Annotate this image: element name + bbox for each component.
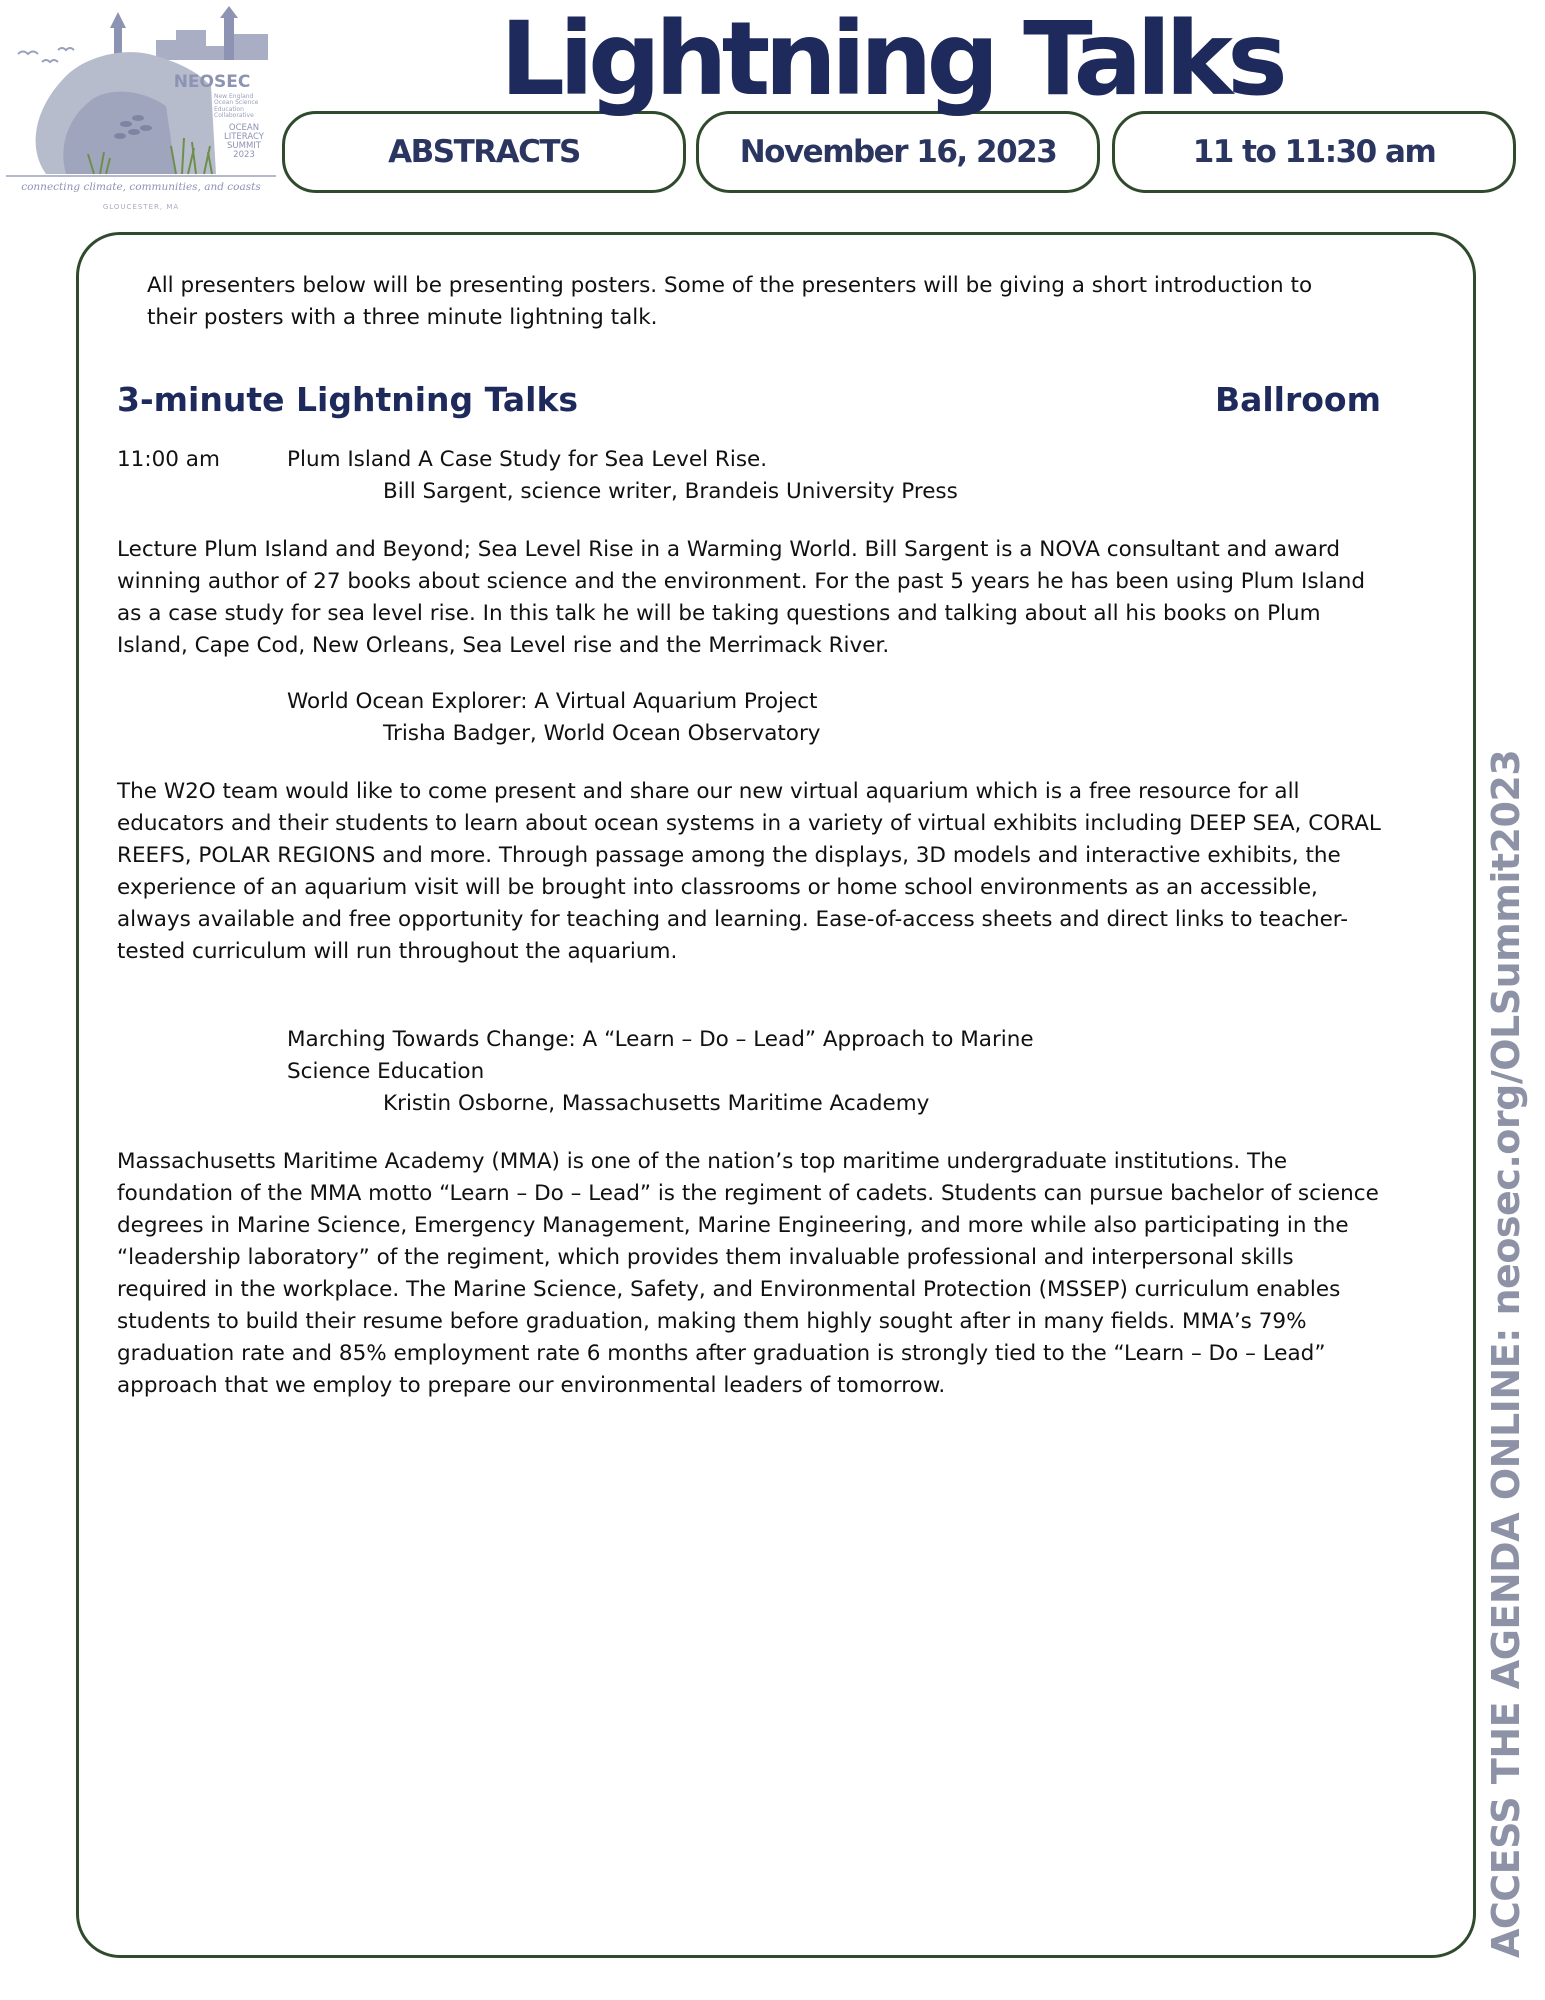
talk-abstract: Lecture Plum Island and Beyond; Sea Level Rise in a Warming World. Bill Sargent is a NOVA consultant and award winning author of 27 books about science and the environment. For the past 5 years he has been using Plum Island as a case study for sea level rise. In this talk he will be taking questions and talking about all his books on Plum Island, Cape Cod, New Orleans, Sea Level rise and the Merrimack River. xyxy=(117,537,1366,658)
logo-name: NEOSEC xyxy=(173,72,251,92)
talk-header xyxy=(117,1024,1387,1120)
content-body xyxy=(117,270,1387,1402)
logo-summit: OCEAN LITERACY SUMMIT 2023 xyxy=(223,123,264,160)
section-header xyxy=(117,380,1381,420)
talk-header xyxy=(117,444,1387,508)
logo-location: GLOUCESTER, MA xyxy=(102,203,180,211)
talk-presenter: Trisha Badger, World Ocean Observatory xyxy=(383,721,821,746)
page-title: Lightning Talks xyxy=(500,0,1282,119)
neosec-logo xyxy=(6,6,276,212)
talk-time: 11:00 am xyxy=(117,447,220,472)
talk-title: World Ocean Explorer: A Virtual Aquarium Project xyxy=(287,689,818,714)
abstracts-badge: ABSTRACTS xyxy=(282,111,686,193)
logo-tagline: connecting climate, communities, and coasts xyxy=(21,181,261,193)
section-title: 3-minute Lightning Talks xyxy=(117,380,579,419)
date-badge: November 16, 2023 xyxy=(696,111,1100,193)
section-room: Ballroom xyxy=(1214,380,1381,419)
talk-header xyxy=(117,686,1387,750)
agenda-link-text: ACCESS THE AGENDA ONLINE: neosec.org/OLSummit2023 xyxy=(1484,749,1528,1958)
talk-abstract: Massachusetts Maritime Academy (MMA) is one of the nation’s top maritime undergraduate institutions. The foundation of the MMA motto “Learn – Do – Lead” is the regiment of cadets. Students can pursue bachelor of science degrees in Marine Science, Emergency Management, Marine Engineering, and more while also participating in the “leadership laboratory” of the regiment, which provides them invaluable professional and interpersonal skills required in the workplace. The Marine Science, Safety, and Environmental Protection (MSSEP) curriculum enables students to build their resume before graduation, making them highly sought after in many fields. MMA’s 79% graduation rate and 85% employment rate 6 months after graduation is strongly tied to the “Learn – Do – Lead” approach that we employ to prepare our environmental leaders of tomorrow. xyxy=(117,1149,1379,1398)
logo-subtitle: New England Ocean Science Education Collaborative xyxy=(214,93,259,119)
talk-title: Plum Island A Case Study for Sea Level Rise. xyxy=(287,447,768,472)
talk-title: Marching Towards Change: A “Learn – Do – Lead” Approach to Marine Science Education xyxy=(287,1027,1034,1084)
time-badge: 11 to 11:30 am xyxy=(1112,111,1516,193)
intro-text: All presenters below will be presenting posters. Some of the presenters will be giving a short introduction to their posters with a three minute lightning talk. xyxy=(147,273,1313,330)
talk-presenter: Kristin Osborne, Massachusetts Maritime Academy xyxy=(383,1091,930,1116)
talk-item xyxy=(117,1024,1387,1402)
talk-presenter: Bill Sargent, science writer, Brandeis University Press xyxy=(383,479,958,504)
talk-abstract: The W2O team would like to come present and share our new virtual aquarium which is a free resource for all educators and their students to learn about ocean systems in a variety of virtual exhibits including DEEP SEA, CORAL REEFS, POLAR REGIONS and more. Through passage among the displays, 3D models and interactive exhibits, the experience of an aquarium visit will be brought into classrooms or home school environments as an accessible, always available and free opportunity for teaching and learning. Ease-of-access sheets and direct links to teacher-tested curriculum will run throughout the aquarium. xyxy=(117,779,1381,964)
talk-item xyxy=(117,686,1387,968)
talk-item xyxy=(117,444,1387,662)
